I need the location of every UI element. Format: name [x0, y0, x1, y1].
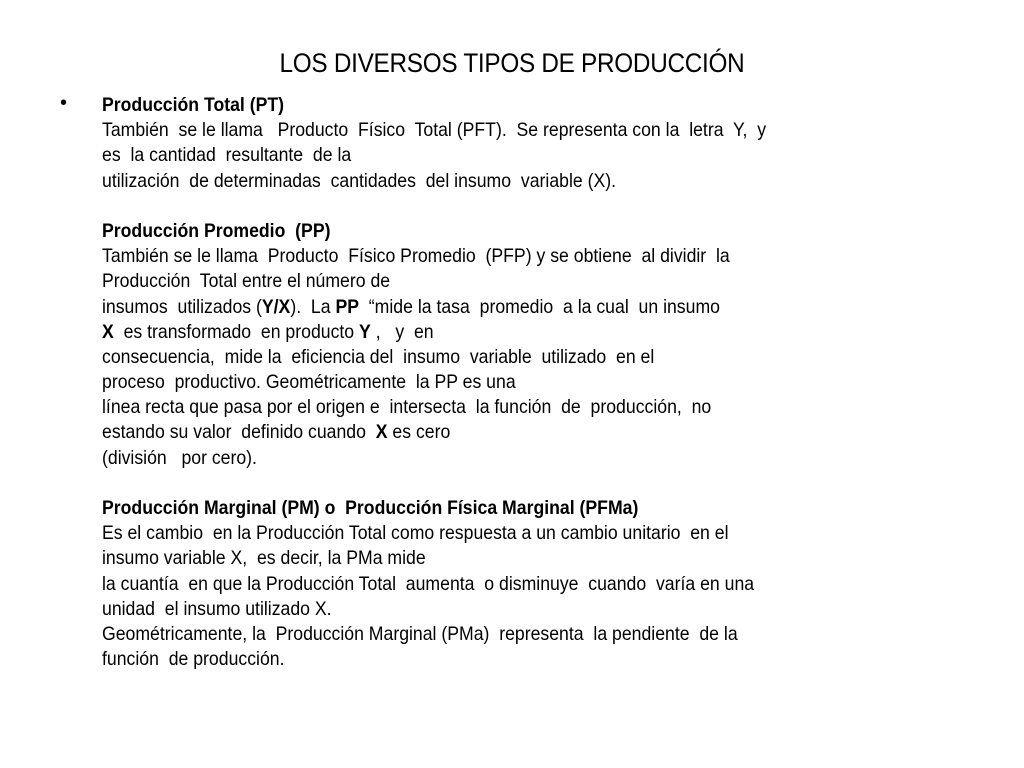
pp-line: línea recta que pasa por el origen e intersecta la función de producción, no — [102, 396, 712, 419]
text-run: , y en — [370, 320, 434, 343]
pm-line: función de producción. — [102, 648, 285, 671]
slide-body — [102, 93, 971, 672]
text-run: ). La — [290, 295, 336, 318]
pp-line: (división por cero). — [102, 446, 257, 469]
pm-line: Geométricamente, la Producción Marginal (PMa) representa la pendiente de la — [102, 622, 738, 645]
pm-line: Es el cambio en la Producción Total como respuesta a un cambio unitario en el — [102, 522, 729, 545]
bold-run: Y/X — [261, 295, 291, 318]
pt-line: utilización de determinadas cantidades del insumo variable (X). — [102, 169, 617, 192]
spacer — [102, 194, 971, 219]
text-run: estando su valor definido cuando — [102, 421, 376, 444]
pt-line: También se le llama Producto Físico Total (PFT). Se representa con la letra Y, y — [102, 119, 767, 142]
pp-line — [102, 320, 971, 345]
bold-run: X — [102, 320, 114, 343]
bullet-marker: • — [60, 92, 68, 114]
pp-line — [102, 295, 971, 320]
bold-run: X — [375, 421, 388, 444]
pm-line: la cuantía en que la Producción Total aumenta o disminuye cuando varía en una — [102, 572, 755, 595]
spacer — [102, 471, 971, 496]
text-run: “mide la tasa promedio a la cual un insumo — [358, 295, 720, 318]
bold-run: Y — [359, 320, 371, 343]
pt-line: es la cantidad resultante de la — [102, 144, 352, 167]
pp-line: También se le llama Producto Físico Promedio (PFP) y se obtiene al dividir la — [102, 245, 730, 268]
pp-line: consecuencia, mide la eficiencia del insumo variable utilizado en el — [102, 345, 655, 368]
pm-line: insumo variable X, es decir, la PMa mide — [102, 547, 426, 570]
pm-line: unidad el insumo utilizado X. — [102, 597, 332, 620]
text-run: insumos utilizados ( — [102, 295, 262, 318]
pp-line — [102, 420, 971, 445]
bold-run: PP — [335, 295, 359, 318]
pp-heading: Producción Promedio (PP) — [102, 219, 331, 242]
pp-line: Producción Total entre el número de — [102, 270, 391, 293]
slide-title: LOS DIVERSOS TIPOS DE PRODUCCIÓN — [279, 48, 745, 78]
text-run: es transformado en producto — [113, 320, 360, 343]
pt-heading: Producción Total (PT) — [102, 94, 285, 116]
text-run: es cero — [387, 421, 451, 444]
pm-heading: Producción Marginal (PM) o Producción Física Marginal (PFMa) — [102, 497, 639, 519]
pp-line: proceso productivo. Geométricamente la PP es una — [102, 371, 516, 394]
